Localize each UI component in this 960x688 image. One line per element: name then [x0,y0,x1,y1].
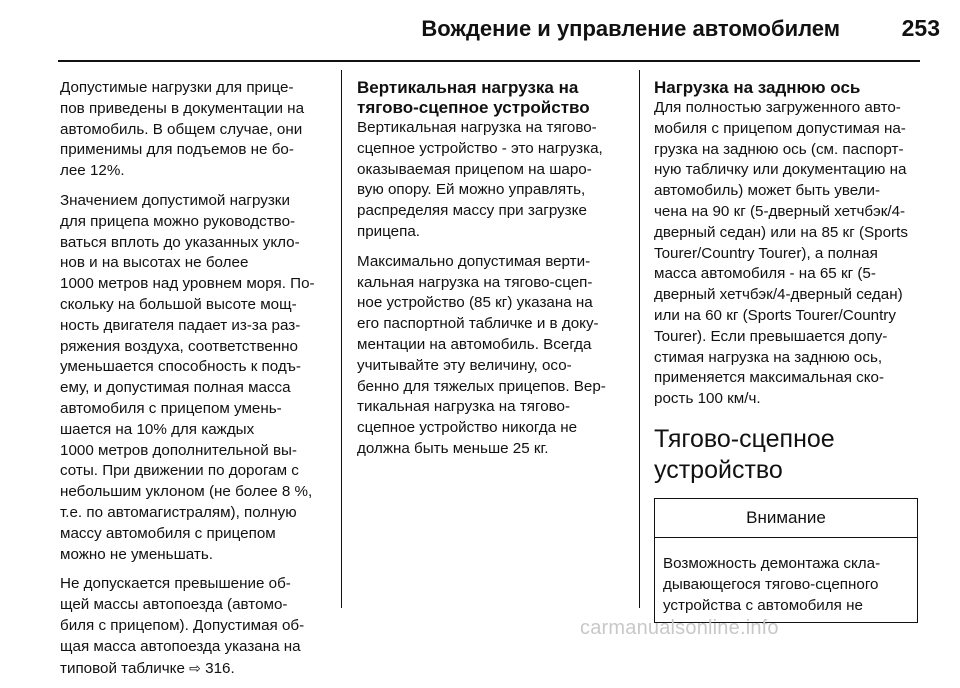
paragraph [60,574,328,679]
section-title: Тягово-сцепное устройство [654,424,835,484]
column-middle [357,78,625,469]
watermark: carmanualsonline.info [580,617,779,639]
page-reference[interactable]: 316. [205,659,235,677]
section-heading: Нагрузка на заднюю ось [654,78,861,97]
column-divider [639,70,640,608]
header-rule [58,60,920,62]
paragraph: Допустимые нагрузки для прице- пов приведены в документации на автомобиль. В общем случае, они применимы для подъемов не бо- лее 12%. [60,79,305,180]
arrow-right-icon: ⇨ [189,659,201,676]
page-number: 253 [901,15,940,41]
paragraph: Максимально допустимая верти- кальная нагрузка на тягово-сцеп- ное устройство (85 кг) указана на его паспортной табличке и в доку- ментации на автомобиль. Всегда учитывайте эту величину, осо- бенно для тяжелых прицепов. Вер- тикальная нагрузка на тягово- сцепное устройство никогда не должна быть меньше 25 кг. [357,252,606,457]
paragraph: Значением допустимой нагрузки для прицепа можно руководство- ваться вплоть до указанных укло- нов и на высотах не более 1000 метров над уровнем моря. По- скольку на большой высоте мощ- ность двигателя падает из-за раз- ряжения воздуха, соответственно уменьшается способность к подъ- ему, и допустимая полная масса автомобиля с прицепом умень- шается на 10% для каждых 1000 метров дополнительной вы- соты. При движении по дорогам с небольшим уклоном (не более 8 %, т.е. по автомагистралям), полную массу автомобиля с прицепом можно не уменьшать. [60,191,315,563]
warning-text: Возможность демонтажа скла- дывающегося тягово-сцепного устройства с автомобиля не [663,554,881,614]
paragraph: Вертикальная нагрузка на тягово- сцепное устройство - это нагрузка, оказываемая прицепом на шаро- вую опору. Ей можно управлять, распределяя массу при загрузке прицепа. [357,119,603,240]
column-divider [341,70,342,608]
column-right [654,78,922,623]
page-header-title: Вождение и управление автомобилем [421,16,840,41]
warning-title: Внимание [655,499,917,538]
warning-box [654,498,918,623]
paragraph-text: Не допускается превышение об- щей массы автопоезда (автомо- биля с прицепом). Допустимая об- щая масса автопоезда указана на типовой табличке [60,575,305,677]
section-heading: Вертикальная нагрузка на тягово-сцепное устройство [357,78,590,117]
column-left [60,78,328,688]
paragraph: Для полностью загруженного авто- мобиля с прицепом допустимая на- грузка на заднюю ось (см. паспорт- ную табличку или документацию на автомобиль) может быть увели- чена на 90 кг (5-дверный хетчбэк/4- дверный седан) или на 85 кг (Sports Tourer/Country Tourer), а полная масса автомобиля - на 65 кг (5- дверный хетчбэк/4-дверный седан) или на 60 кг (Sports Tourer/Country Tourer). Если превышается допу- стимая нагрузка на заднюю ось, применяется максимальная ско- рость 100 км/ч. [654,99,908,408]
